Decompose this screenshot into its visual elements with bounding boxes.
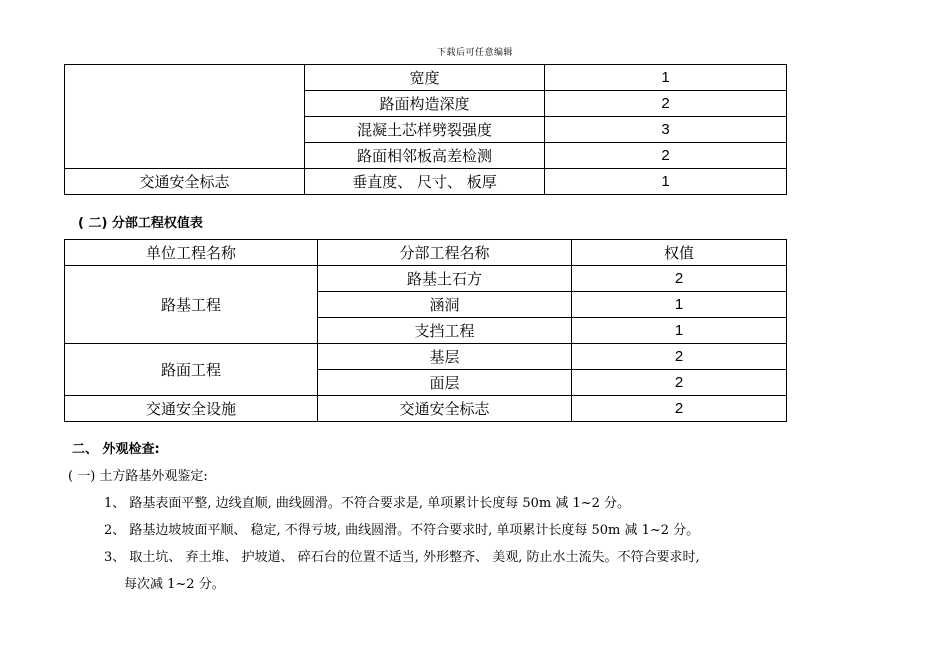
value-cell: 2 [545,143,787,169]
section-title-weights: ( 二) 分部工程权值表 [78,216,203,231]
weight-cell: 2 [572,396,787,422]
weight-cell: 2 [572,266,787,292]
unit-cell: 交通安全设施 [65,396,318,422]
part-cell: 交通安全标志 [318,396,572,422]
table-row [65,169,787,195]
table-row [65,396,787,422]
list-item: 1、 路基表面平整, 边线直顺, 曲线圆滑。不符合要求是, 单项累计长度每 50m 减 1~2 分。 [104,496,631,511]
value-cell: 1 [545,169,787,195]
item-cell: 路面构造深度 [305,91,545,117]
page-header-note: 下载后可任意编辑 [436,48,513,58]
table-row [65,65,787,91]
section-title-appearance: 二、 外观检查: [72,442,160,457]
weight-cell: 2 [572,370,787,396]
part-cell: 涵洞 [318,292,572,318]
item-cell: 宽度 [305,65,545,91]
weight-cell: 1 [572,292,787,318]
column-header-unit: 单位工程名称 [65,240,318,266]
column-header-part: 分部工程名称 [318,240,572,266]
value-cell: 1 [545,65,787,91]
list-item: 3、 取土坑、 弃土堆、 护坡道、 碎石台的位置不适当, 外形整齐、 美观, 防止水土流失。不符合要求时, [104,550,700,565]
unit-cell: 路基工程 [65,266,318,344]
part-cell: 面层 [318,370,572,396]
table-header-row [65,240,787,266]
item-cell: 路面相邻板高差检测 [305,143,545,169]
column-header-weight: 权值 [572,240,787,266]
list-item: 2、 路基边坡坡面平顺、 稳定, 不得亏坡, 曲线圆滑。不符合要求时, 单项累计长度每 50m 减 1~2 分。 [104,523,700,538]
section-cell: 交通安全标志 [65,169,305,195]
evaluation-items-table [64,64,787,195]
value-cell: 2 [545,91,787,117]
weight-cell: 2 [572,344,787,370]
weight-cell: 1 [572,318,787,344]
unit-cell: 路面工程 [65,344,318,396]
item-cell: 混凝土芯样劈裂强度 [305,117,545,143]
weights-table [64,239,787,422]
part-cell: 路基土石方 [318,266,572,292]
value-cell: 3 [545,117,787,143]
table-row [65,344,787,370]
part-cell: 支挡工程 [318,318,572,344]
part-cell: 基层 [318,344,572,370]
table-row [65,266,787,292]
section-cell-empty [65,65,305,169]
subsection-title: ( 一) 土方路基外观鉴定: [68,469,208,484]
list-item-continuation: 每次减 1~2 分。 [124,577,225,592]
item-cell: 垂直度、 尺寸、 板厚 [305,169,545,195]
